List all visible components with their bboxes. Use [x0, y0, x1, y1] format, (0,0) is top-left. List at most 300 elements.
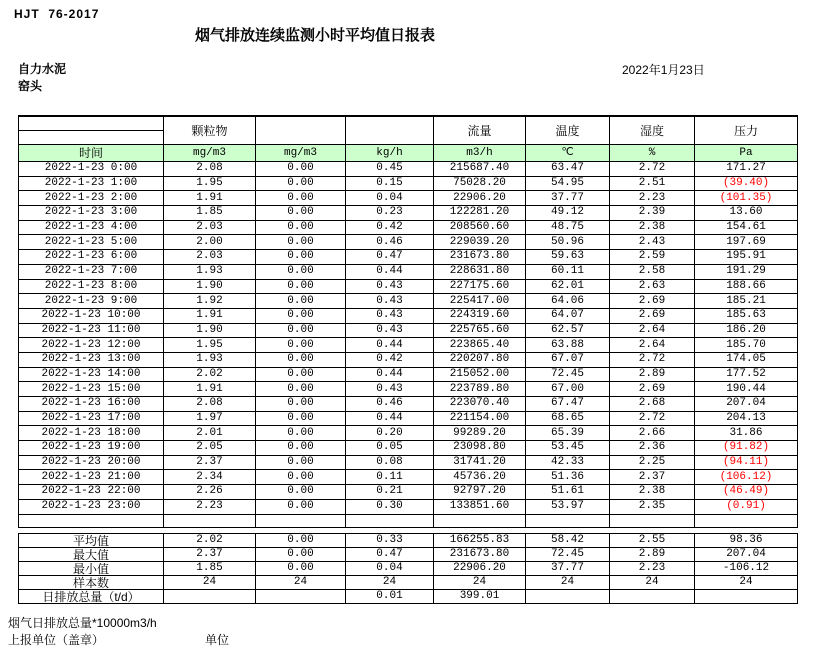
- group-header-cell: 湿度: [610, 116, 695, 145]
- value-cell: 63.88: [526, 338, 610, 353]
- value-cell: (91.82): [695, 441, 798, 456]
- value-cell: 0.00: [256, 176, 346, 191]
- value-cell: 188.66: [695, 279, 798, 294]
- value-cell: 154.61: [695, 220, 798, 235]
- value-cell: 0.43: [346, 294, 434, 309]
- value-cell: 197.69: [695, 235, 798, 250]
- main-table-header: [19, 116, 798, 162]
- time-cell: 2022-1-23 5:00: [19, 235, 164, 250]
- summary-value-cell: [526, 590, 610, 604]
- value-cell: 177.52: [695, 367, 798, 382]
- data-rows: [19, 162, 798, 528]
- value-cell: 0.44: [346, 367, 434, 382]
- value-cell: 45736.20: [434, 470, 526, 485]
- unit-label: 单位: [205, 633, 230, 647]
- value-cell: 2.03: [164, 220, 256, 235]
- summary-label-cell: 日排放总量（t/d）: [19, 590, 164, 604]
- value-cell: 0.44: [346, 338, 434, 353]
- time-cell: 2022-1-23 12:00: [19, 338, 164, 353]
- value-cell: 1.91: [164, 191, 256, 206]
- value-cell: 63.47: [526, 162, 610, 177]
- time-cell: 2022-1-23 17:00: [19, 411, 164, 426]
- value-cell: 0.46: [346, 235, 434, 250]
- summary-value-cell: 0.00: [256, 548, 346, 562]
- value-cell: 2.69: [610, 382, 695, 397]
- value-cell: 122281.20: [434, 206, 526, 221]
- summary-value-cell: 0.00: [256, 562, 346, 576]
- value-cell: 51.36: [526, 470, 610, 485]
- value-cell: 2.26: [164, 485, 256, 500]
- time-cell: 2022-1-23 10:00: [19, 308, 164, 323]
- table-row: [19, 162, 798, 177]
- value-cell: 0.00: [256, 308, 346, 323]
- time-cell: 2022-1-23 11:00: [19, 323, 164, 338]
- value-cell: 67.47: [526, 397, 610, 412]
- summary-value-cell: 1.85: [164, 562, 256, 576]
- value-cell: 1.85: [164, 206, 256, 221]
- value-cell: (0.91): [695, 499, 798, 514]
- value-cell: 0.04: [346, 191, 434, 206]
- summary-value-cell: 2.23: [610, 562, 695, 576]
- value-cell: 2.72: [610, 411, 695, 426]
- value-cell: 2.25: [610, 455, 695, 470]
- company-name: 自力水泥: [18, 62, 67, 76]
- value-cell: 223789.80: [434, 382, 526, 397]
- value-cell: 231673.80: [434, 250, 526, 265]
- page-title: 烟气排放连续监测小时平均值日报表: [194, 27, 435, 44]
- table-row: [19, 426, 798, 441]
- value-cell: 62.57: [526, 323, 610, 338]
- value-cell: 72.45: [526, 367, 610, 382]
- summary-value-cell: 58.42: [526, 534, 610, 548]
- value-cell: 0.00: [256, 411, 346, 426]
- value-cell: 2.69: [610, 294, 695, 309]
- spacer-cell: [695, 514, 798, 527]
- summary-value-cell: 98.36: [695, 534, 798, 548]
- value-cell: 2.39: [610, 206, 695, 221]
- value-cell: 2.37: [610, 470, 695, 485]
- value-cell: 1.93: [164, 264, 256, 279]
- value-cell: 2.23: [164, 499, 256, 514]
- value-cell: 191.29: [695, 264, 798, 279]
- value-cell: 2.08: [164, 162, 256, 177]
- table-row: [19, 191, 798, 206]
- split-lower: [19, 131, 163, 144]
- value-cell: 0.00: [256, 191, 346, 206]
- value-cell: 2.59: [610, 250, 695, 265]
- table-row: [19, 338, 798, 353]
- table-row: [19, 382, 798, 397]
- value-cell: 0.00: [256, 470, 346, 485]
- value-cell: 0.21: [346, 485, 434, 500]
- time-cell: 2022-1-23 3:00: [19, 206, 164, 221]
- value-cell: 31.86: [695, 426, 798, 441]
- time-cell: 2022-1-23 0:00: [19, 162, 164, 177]
- time-cell: 2022-1-23 20:00: [19, 455, 164, 470]
- value-cell: 0.00: [256, 235, 346, 250]
- value-cell: 2.01: [164, 426, 256, 441]
- value-cell: 1.90: [164, 323, 256, 338]
- table-row: [19, 235, 798, 250]
- summary-value-cell: 0.04: [346, 562, 434, 576]
- value-cell: 174.05: [695, 352, 798, 367]
- value-cell: 0.00: [256, 485, 346, 500]
- table-row: [19, 279, 798, 294]
- value-cell: 223070.40: [434, 397, 526, 412]
- value-cell: 0.15: [346, 176, 434, 191]
- value-cell: (106.12): [695, 470, 798, 485]
- summary-value-cell: 2.89: [610, 548, 695, 562]
- summary-value-cell: 37.77: [526, 562, 610, 576]
- value-cell: 53.45: [526, 441, 610, 456]
- value-cell: 225417.00: [434, 294, 526, 309]
- value-cell: 23098.80: [434, 441, 526, 456]
- value-cell: 99289.20: [434, 426, 526, 441]
- value-cell: (39.40): [695, 176, 798, 191]
- summary-value-cell: 231673.80: [434, 548, 526, 562]
- value-cell: 2.37: [164, 455, 256, 470]
- value-cell: 1.90: [164, 279, 256, 294]
- spacer-row: [19, 514, 798, 527]
- value-cell: 2.89: [610, 367, 695, 382]
- table-row: [19, 220, 798, 235]
- time-cell: 2022-1-23 23:00: [19, 499, 164, 514]
- value-cell: 0.23: [346, 206, 434, 221]
- group-header-cell: 颗粒物: [164, 116, 256, 145]
- value-cell: 2.64: [610, 338, 695, 353]
- value-cell: 67.00: [526, 382, 610, 397]
- value-cell: 1.92: [164, 294, 256, 309]
- value-cell: 0.45: [346, 162, 434, 177]
- value-cell: 0.00: [256, 382, 346, 397]
- value-cell: 0.00: [256, 250, 346, 265]
- time-group-header-cell: [19, 116, 164, 145]
- value-cell: 2.69: [610, 308, 695, 323]
- value-cell: 2.34: [164, 470, 256, 485]
- value-cell: 51.61: [526, 485, 610, 500]
- value-cell: 221154.00: [434, 411, 526, 426]
- value-cell: 208560.60: [434, 220, 526, 235]
- time-header-cell: 时间: [19, 145, 164, 162]
- summary-row: [19, 548, 798, 562]
- value-cell: 204.13: [695, 411, 798, 426]
- value-cell: 68.65: [526, 411, 610, 426]
- value-cell: 0.05: [346, 441, 434, 456]
- value-cell: 228631.80: [434, 264, 526, 279]
- time-cell: 2022-1-23 19:00: [19, 441, 164, 456]
- summary-value-cell: 0.33: [346, 534, 434, 548]
- value-cell: 0.43: [346, 308, 434, 323]
- value-cell: 2.68: [610, 397, 695, 412]
- value-cell: 2.66: [610, 426, 695, 441]
- report-date: 2022年1月23日: [622, 63, 705, 77]
- summary-value-cell: [695, 590, 798, 604]
- summary-value-cell: 24: [346, 576, 434, 590]
- value-cell: 1.91: [164, 382, 256, 397]
- value-cell: 229039.20: [434, 235, 526, 250]
- value-cell: 2.38: [610, 485, 695, 500]
- value-cell: 190.44: [695, 382, 798, 397]
- value-cell: 2.38: [610, 220, 695, 235]
- value-cell: 13.60: [695, 206, 798, 221]
- time-cell: 2022-1-23 8:00: [19, 279, 164, 294]
- table-row: [19, 308, 798, 323]
- unit-header-cell: mg/m3: [256, 145, 346, 162]
- summary-value-cell: [610, 590, 695, 604]
- report-unit-stamp-label: 上报单位（盖章）: [8, 633, 105, 647]
- value-cell: 2.51: [610, 176, 695, 191]
- value-cell: 0.42: [346, 220, 434, 235]
- summary-rows: [19, 534, 798, 604]
- summary-value-cell: 2.55: [610, 534, 695, 548]
- value-cell: 0.43: [346, 279, 434, 294]
- summary-value-cell: 24: [256, 576, 346, 590]
- value-cell: 0.47: [346, 250, 434, 265]
- value-cell: 0.43: [346, 323, 434, 338]
- value-cell: 0.11: [346, 470, 434, 485]
- group-header-cell: 流量: [434, 116, 526, 145]
- value-cell: 0.00: [256, 397, 346, 412]
- value-cell: 1.91: [164, 308, 256, 323]
- spacer-cell: [19, 514, 164, 527]
- flow-total-note: 烟气日排放总量*10000m3/h: [8, 616, 157, 630]
- value-cell: 2.05: [164, 441, 256, 456]
- value-cell: 0.30: [346, 499, 434, 514]
- value-cell: 0.00: [256, 441, 346, 456]
- value-cell: 133851.60: [434, 499, 526, 514]
- standard-code: HJT 76-2017: [14, 7, 100, 21]
- value-cell: 223865.40: [434, 338, 526, 353]
- summary-value-cell: 22906.20: [434, 562, 526, 576]
- value-cell: 67.07: [526, 352, 610, 367]
- value-cell: 2.02: [164, 367, 256, 382]
- spacer-cell: [256, 514, 346, 527]
- value-cell: 42.33: [526, 455, 610, 470]
- unit-header-cell: Pa: [695, 145, 798, 162]
- time-cell: 2022-1-23 13:00: [19, 352, 164, 367]
- time-cell: 2022-1-23 1:00: [19, 176, 164, 191]
- spacer-cell: [610, 514, 695, 527]
- spacer-cell: [164, 514, 256, 527]
- table-row: [19, 397, 798, 412]
- unit-header-cell: kg/h: [346, 145, 434, 162]
- table-row: [19, 367, 798, 382]
- unit-header-cell: %: [610, 145, 695, 162]
- time-cell: 2022-1-23 4:00: [19, 220, 164, 235]
- value-cell: 37.77: [526, 191, 610, 206]
- summary-value-cell: 24: [695, 576, 798, 590]
- value-cell: 92797.20: [434, 485, 526, 500]
- summary-value-cell: -106.12: [695, 562, 798, 576]
- value-cell: 1.93: [164, 352, 256, 367]
- value-cell: 50.96: [526, 235, 610, 250]
- value-cell: 1.97: [164, 411, 256, 426]
- unit-header-cell: mg/m3: [164, 145, 256, 162]
- value-cell: 75028.20: [434, 176, 526, 191]
- value-cell: 60.11: [526, 264, 610, 279]
- table-row: [19, 206, 798, 221]
- unit-header-cell: m3/h: [434, 145, 526, 162]
- value-cell: 0.00: [256, 279, 346, 294]
- value-cell: 215687.40: [434, 162, 526, 177]
- value-cell: 49.12: [526, 206, 610, 221]
- summary-value-cell: [256, 590, 346, 604]
- value-cell: 224319.60: [434, 308, 526, 323]
- table-row: [19, 470, 798, 485]
- value-cell: 227175.60: [434, 279, 526, 294]
- value-cell: 0.46: [346, 397, 434, 412]
- value-cell: 0.20: [346, 426, 434, 441]
- value-cell: 22906.20: [434, 191, 526, 206]
- summary-value-cell: 24: [434, 576, 526, 590]
- table-row: [19, 485, 798, 500]
- table-row: [19, 411, 798, 426]
- value-cell: 0.00: [256, 162, 346, 177]
- time-cell: 2022-1-23 2:00: [19, 191, 164, 206]
- summary-value-cell: 24: [164, 576, 256, 590]
- time-cell: 2022-1-23 9:00: [19, 294, 164, 309]
- value-cell: 0.00: [256, 323, 346, 338]
- value-cell: 2.03: [164, 250, 256, 265]
- summary-value-cell: 0.01: [346, 590, 434, 604]
- group-header-cell: 温度: [526, 116, 610, 145]
- time-cell: 2022-1-23 14:00: [19, 367, 164, 382]
- summary-label-cell: 样本数: [19, 576, 164, 590]
- table-row: [19, 176, 798, 191]
- summary-value-cell: 166255.83: [434, 534, 526, 548]
- value-cell: 53.97: [526, 499, 610, 514]
- value-cell: 0.00: [256, 455, 346, 470]
- group-header-row: [19, 116, 798, 145]
- table-row: [19, 455, 798, 470]
- value-cell: 2.72: [610, 162, 695, 177]
- summary-row: [19, 590, 798, 604]
- table-row: [19, 264, 798, 279]
- value-cell: 220207.80: [434, 352, 526, 367]
- time-cell: 2022-1-23 22:00: [19, 485, 164, 500]
- value-cell: (94.11): [695, 455, 798, 470]
- summary-label-cell: 平均值: [19, 534, 164, 548]
- value-cell: 2.35: [610, 499, 695, 514]
- monitoring-point-name: 窑头: [18, 79, 43, 93]
- summary-label-cell: 最大值: [19, 548, 164, 562]
- value-cell: 0.00: [256, 206, 346, 221]
- value-cell: 2.63: [610, 279, 695, 294]
- value-cell: 1.95: [164, 176, 256, 191]
- table-row: [19, 250, 798, 265]
- value-cell: 225765.60: [434, 323, 526, 338]
- value-cell: 2.64: [610, 323, 695, 338]
- value-cell: 2.23: [610, 191, 695, 206]
- value-cell: (101.35): [695, 191, 798, 206]
- value-cell: 0.43: [346, 382, 434, 397]
- value-cell: 64.07: [526, 308, 610, 323]
- summary-value-cell: 399.01: [434, 590, 526, 604]
- hourly-data-table: [18, 115, 798, 528]
- value-cell: 185.63: [695, 308, 798, 323]
- value-cell: 195.91: [695, 250, 798, 265]
- value-cell: 64.06: [526, 294, 610, 309]
- value-cell: (46.49): [695, 485, 798, 500]
- summary-value-cell: 0.47: [346, 548, 434, 562]
- summary-value-cell: 207.04: [695, 548, 798, 562]
- group-header-cell: 压力: [695, 116, 798, 145]
- group-header-cell: [256, 116, 346, 145]
- summary-value-cell: 2.02: [164, 534, 256, 548]
- value-cell: 0.44: [346, 264, 434, 279]
- summary-value-cell: 0.00: [256, 534, 346, 548]
- value-cell: 62.01: [526, 279, 610, 294]
- summary-table: [18, 533, 798, 604]
- time-cell: 2022-1-23 6:00: [19, 250, 164, 265]
- time-cell: 2022-1-23 7:00: [19, 264, 164, 279]
- value-cell: 2.36: [610, 441, 695, 456]
- value-cell: 185.21: [695, 294, 798, 309]
- value-cell: 54.95: [526, 176, 610, 191]
- value-cell: 0.00: [256, 352, 346, 367]
- time-cell: 2022-1-23 15:00: [19, 382, 164, 397]
- value-cell: 0.00: [256, 338, 346, 353]
- value-cell: 2.00: [164, 235, 256, 250]
- table-row: [19, 352, 798, 367]
- value-cell: 2.58: [610, 264, 695, 279]
- value-cell: 0.00: [256, 426, 346, 441]
- value-cell: 0.08: [346, 455, 434, 470]
- table-row: [19, 499, 798, 514]
- value-cell: 207.04: [695, 397, 798, 412]
- value-cell: 171.27: [695, 162, 798, 177]
- value-cell: 1.95: [164, 338, 256, 353]
- value-cell: 0.44: [346, 411, 434, 426]
- value-cell: 2.08: [164, 397, 256, 412]
- spacer-cell: [434, 514, 526, 527]
- value-cell: 2.72: [610, 352, 695, 367]
- table-row: [19, 323, 798, 338]
- summary-label-cell: 最小值: [19, 562, 164, 576]
- summary-value-cell: 24: [526, 576, 610, 590]
- summary-value-cell: [164, 590, 256, 604]
- value-cell: 0.00: [256, 367, 346, 382]
- value-cell: 0.00: [256, 220, 346, 235]
- value-cell: 0.00: [256, 294, 346, 309]
- summary-value-cell: 2.37: [164, 548, 256, 562]
- value-cell: 0.00: [256, 499, 346, 514]
- value-cell: 2.43: [610, 235, 695, 250]
- table-row: [19, 294, 798, 309]
- split-line: [19, 117, 163, 131]
- value-cell: 65.39: [526, 426, 610, 441]
- spacer-cell: [346, 514, 434, 527]
- summary-value-cell: 24: [610, 576, 695, 590]
- unit-header-cell: ℃: [526, 145, 610, 162]
- value-cell: 48.75: [526, 220, 610, 235]
- unit-header-row: [19, 145, 798, 162]
- time-cell: 2022-1-23 21:00: [19, 470, 164, 485]
- table-row: [19, 441, 798, 456]
- summary-row: [19, 562, 798, 576]
- value-cell: 31741.20: [434, 455, 526, 470]
- value-cell: 185.70: [695, 338, 798, 353]
- value-cell: 186.20: [695, 323, 798, 338]
- summary-value-cell: 72.45: [526, 548, 610, 562]
- group-header-cell: [346, 116, 434, 145]
- time-cell: 2022-1-23 18:00: [19, 426, 164, 441]
- summary-row: [19, 576, 798, 590]
- value-cell: 215052.00: [434, 367, 526, 382]
- value-cell: 59.63: [526, 250, 610, 265]
- spacer-cell: [526, 514, 610, 527]
- value-cell: 0.42: [346, 352, 434, 367]
